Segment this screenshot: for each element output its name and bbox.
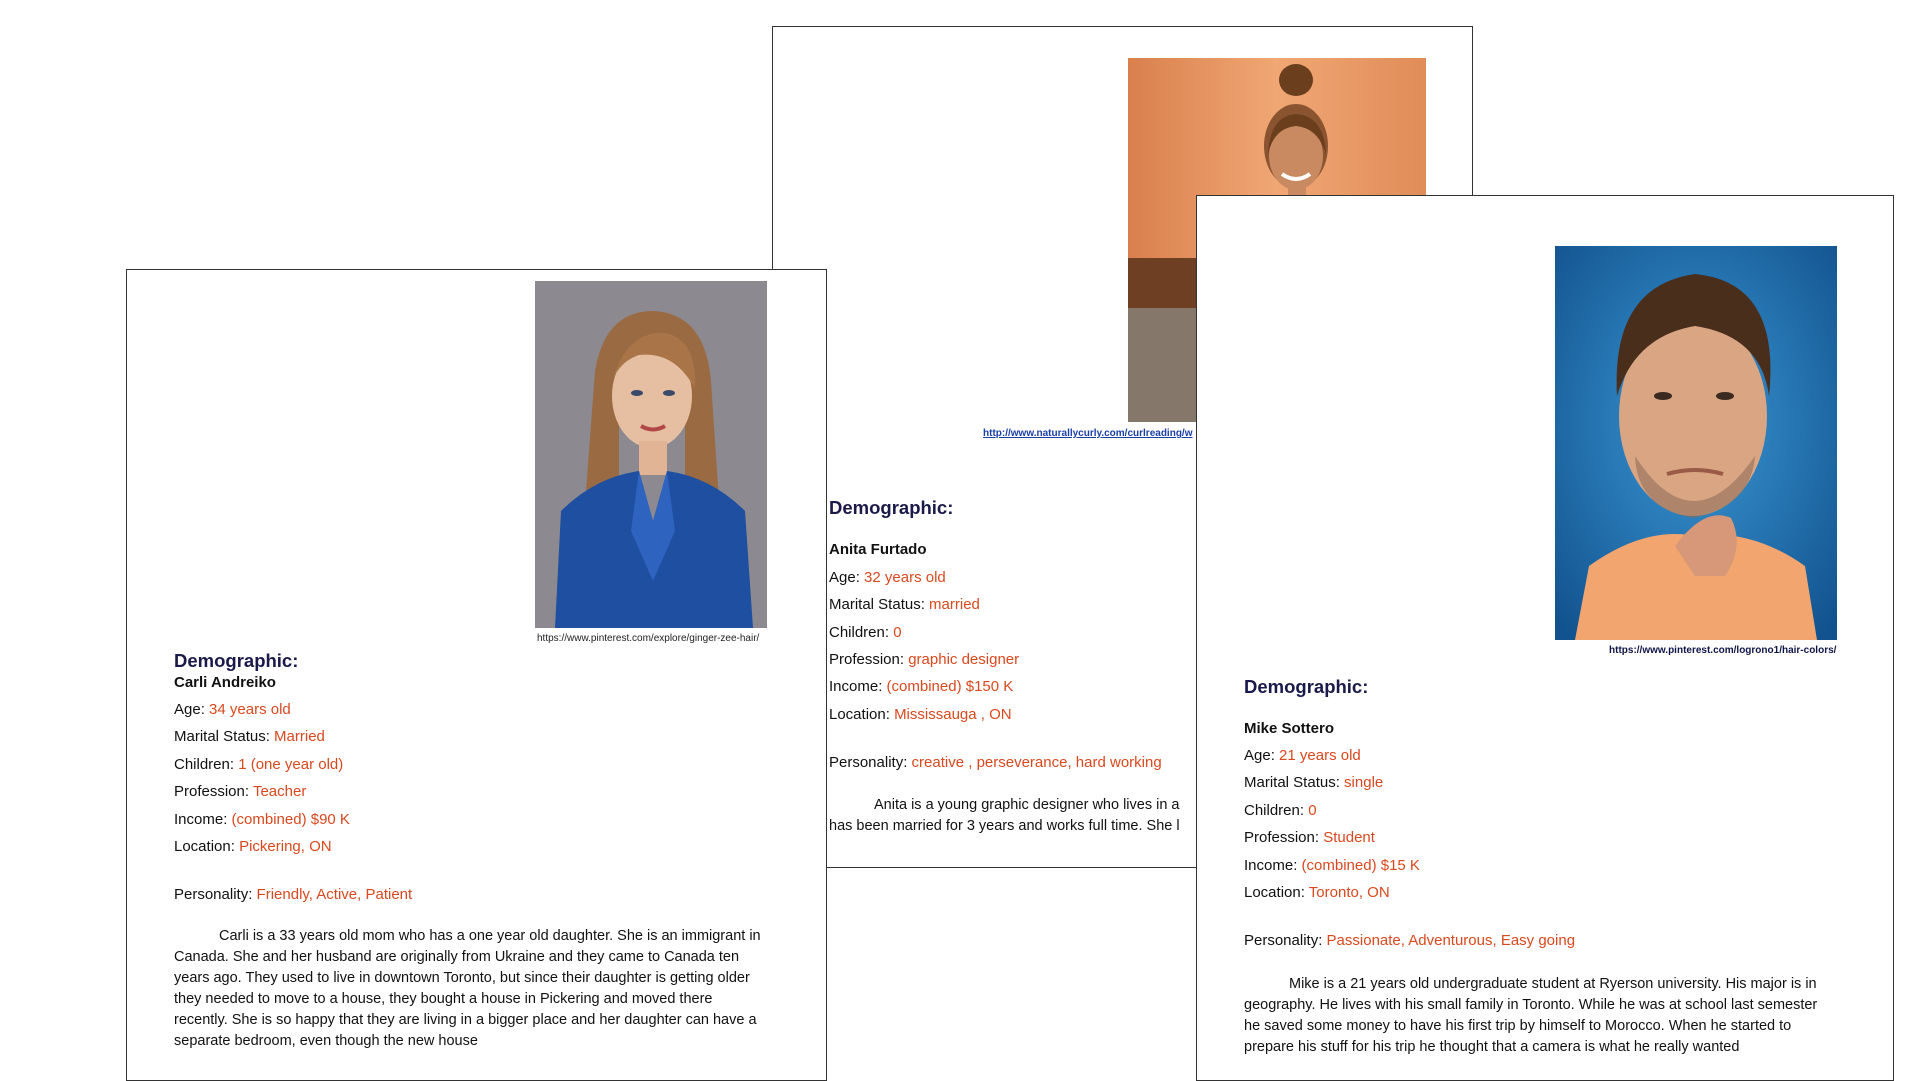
- anita-bio: [829, 795, 1201, 837]
- location-value: Pickering, ON: [239, 838, 332, 855]
- carli-photo-image: [535, 281, 767, 628]
- mike-photo-credit[interactable]: https://www.pinterest.com/logrono1/hair-colors/: [1609, 645, 1837, 656]
- profession-value: Student: [1323, 829, 1375, 846]
- anita-demographic-heading: Demographic:: [829, 497, 954, 518]
- income-label: Income:: [174, 811, 228, 828]
- marital-label: Marital Status:: [829, 596, 925, 613]
- age-label: Age:: [829, 569, 860, 586]
- marital-value: married: [929, 596, 980, 613]
- profession-label: Profession:: [1244, 829, 1320, 846]
- carli-photo: [535, 281, 767, 628]
- anita-name: Anita Furtado: [829, 541, 927, 558]
- carli-name: Carli Andreiko: [174, 674, 276, 691]
- mike-age-row: [1244, 747, 1361, 764]
- carli-photo-credit[interactable]: https://www.pinterest.com/explore/ginger-zee-hair/: [537, 633, 760, 644]
- location-value: Toronto, ON: [1308, 884, 1390, 901]
- anita-children-row: [829, 624, 902, 641]
- mike-location-row: [1244, 884, 1390, 901]
- personality-label: Personality:: [174, 886, 253, 903]
- mike-children-row: [1244, 802, 1317, 819]
- personality-label: Personality:: [829, 754, 908, 771]
- carli-marital-row: [174, 728, 325, 745]
- age-value: 32 years old: [864, 569, 946, 586]
- income-value: (combined) $150 K: [886, 678, 1014, 695]
- age-label: Age:: [174, 701, 205, 718]
- marital-value: single: [1344, 774, 1384, 791]
- anita-income-row: [829, 678, 1013, 695]
- income-label: Income:: [829, 678, 883, 695]
- carli-age-row: [174, 701, 291, 718]
- children-value: 0: [893, 624, 902, 641]
- personality-value: Passionate, Adventurous, Easy going: [1326, 932, 1576, 949]
- mike-income-row: [1244, 857, 1420, 874]
- anita-age-row: [829, 569, 946, 586]
- mike-demographic-heading: Demographic:: [1244, 676, 1369, 697]
- carli-income-row: [174, 811, 350, 828]
- anita-personality-row: [829, 754, 1162, 771]
- profession-label: Profession:: [829, 651, 905, 668]
- location-value: Mississauga , ON: [894, 706, 1012, 723]
- location-label: Location:: [829, 706, 890, 723]
- location-label: Location:: [174, 838, 235, 855]
- marital-value: Married: [274, 728, 325, 745]
- income-value: (combined) $15 K: [1301, 857, 1420, 874]
- age-label: Age:: [1244, 747, 1275, 764]
- anita-bio-text: Anita is a young graphic designer who lives in a has been married for 3 years and works full time. She l: [829, 797, 1180, 834]
- profession-value: graphic designer: [908, 651, 1020, 668]
- mike-name: Mike Sottero: [1244, 720, 1335, 737]
- income-label: Income:: [1244, 857, 1298, 874]
- anita-photo-credit[interactable]: http://www.naturallycurly.com/curlreading/w: [983, 428, 1193, 439]
- mike-bio-text: Mike is a 21 years old undergraduate student at Ryerson university. His major is in geography. He lives with his small family in Toronto. While he was at school last semester he saved some money to have his first trip by himself to Morocco. When he started to prepare his stuff for his trip he thought that a camera is what he really wanted: [1244, 976, 1818, 1055]
- anita-marital-row: [829, 596, 980, 613]
- carli-bio: [174, 926, 764, 1052]
- personality-value: Friendly, Active, Patient: [256, 886, 413, 903]
- anita-location-row: [829, 706, 1012, 723]
- age-value: 21 years old: [1279, 747, 1361, 764]
- mike-photo-image: [1555, 246, 1837, 640]
- persona-card-mike: [1196, 195, 1894, 1081]
- profession-label: Profession:: [174, 783, 250, 800]
- carli-demographic-heading: Demographic:: [174, 650, 299, 671]
- carli-children-row: [174, 756, 343, 773]
- profession-value: Teacher: [252, 783, 307, 800]
- marital-label: Marital Status:: [174, 728, 270, 745]
- mike-profession-row: [1244, 829, 1375, 846]
- age-value: 34 years old: [209, 701, 291, 718]
- location-label: Location:: [1244, 884, 1305, 901]
- personality-value: creative , perseverance, hard working: [911, 754, 1162, 771]
- personality-label: Personality:: [1244, 932, 1323, 949]
- children-value: 0: [1308, 802, 1317, 819]
- mike-bio: [1244, 974, 1834, 1058]
- children-value: 1 (one year old): [238, 756, 344, 773]
- anita-profession-row: [829, 651, 1019, 668]
- marital-label: Marital Status:: [1244, 774, 1340, 791]
- mike-photo: [1555, 246, 1837, 640]
- children-label: Children:: [829, 624, 890, 641]
- mike-personality-row: [1244, 932, 1575, 949]
- carli-personality-row: [174, 886, 412, 903]
- carli-bio-text: Carli is a 33 years old mom who has a one year old daughter. She is an immigrant in Canada. She and her husband are originally from Ukraine and they came to Canada ten years ago. They used to live in downtown Toronto, but since their daughter is getting older they needed to move to a house, they bought a house in Pickering and moved there recently. She is so happy that they are living in a bigger place and her daughter can have a separate bedroom, even though the new house: [174, 928, 761, 1049]
- carli-profession-row: [174, 783, 306, 800]
- children-label: Children:: [174, 756, 235, 773]
- carli-location-row: [174, 838, 332, 855]
- children-label: Children:: [1244, 802, 1305, 819]
- income-value: (combined) $90 K: [231, 811, 350, 828]
- persona-card-carli: [126, 269, 827, 1081]
- mike-marital-row: [1244, 774, 1383, 791]
